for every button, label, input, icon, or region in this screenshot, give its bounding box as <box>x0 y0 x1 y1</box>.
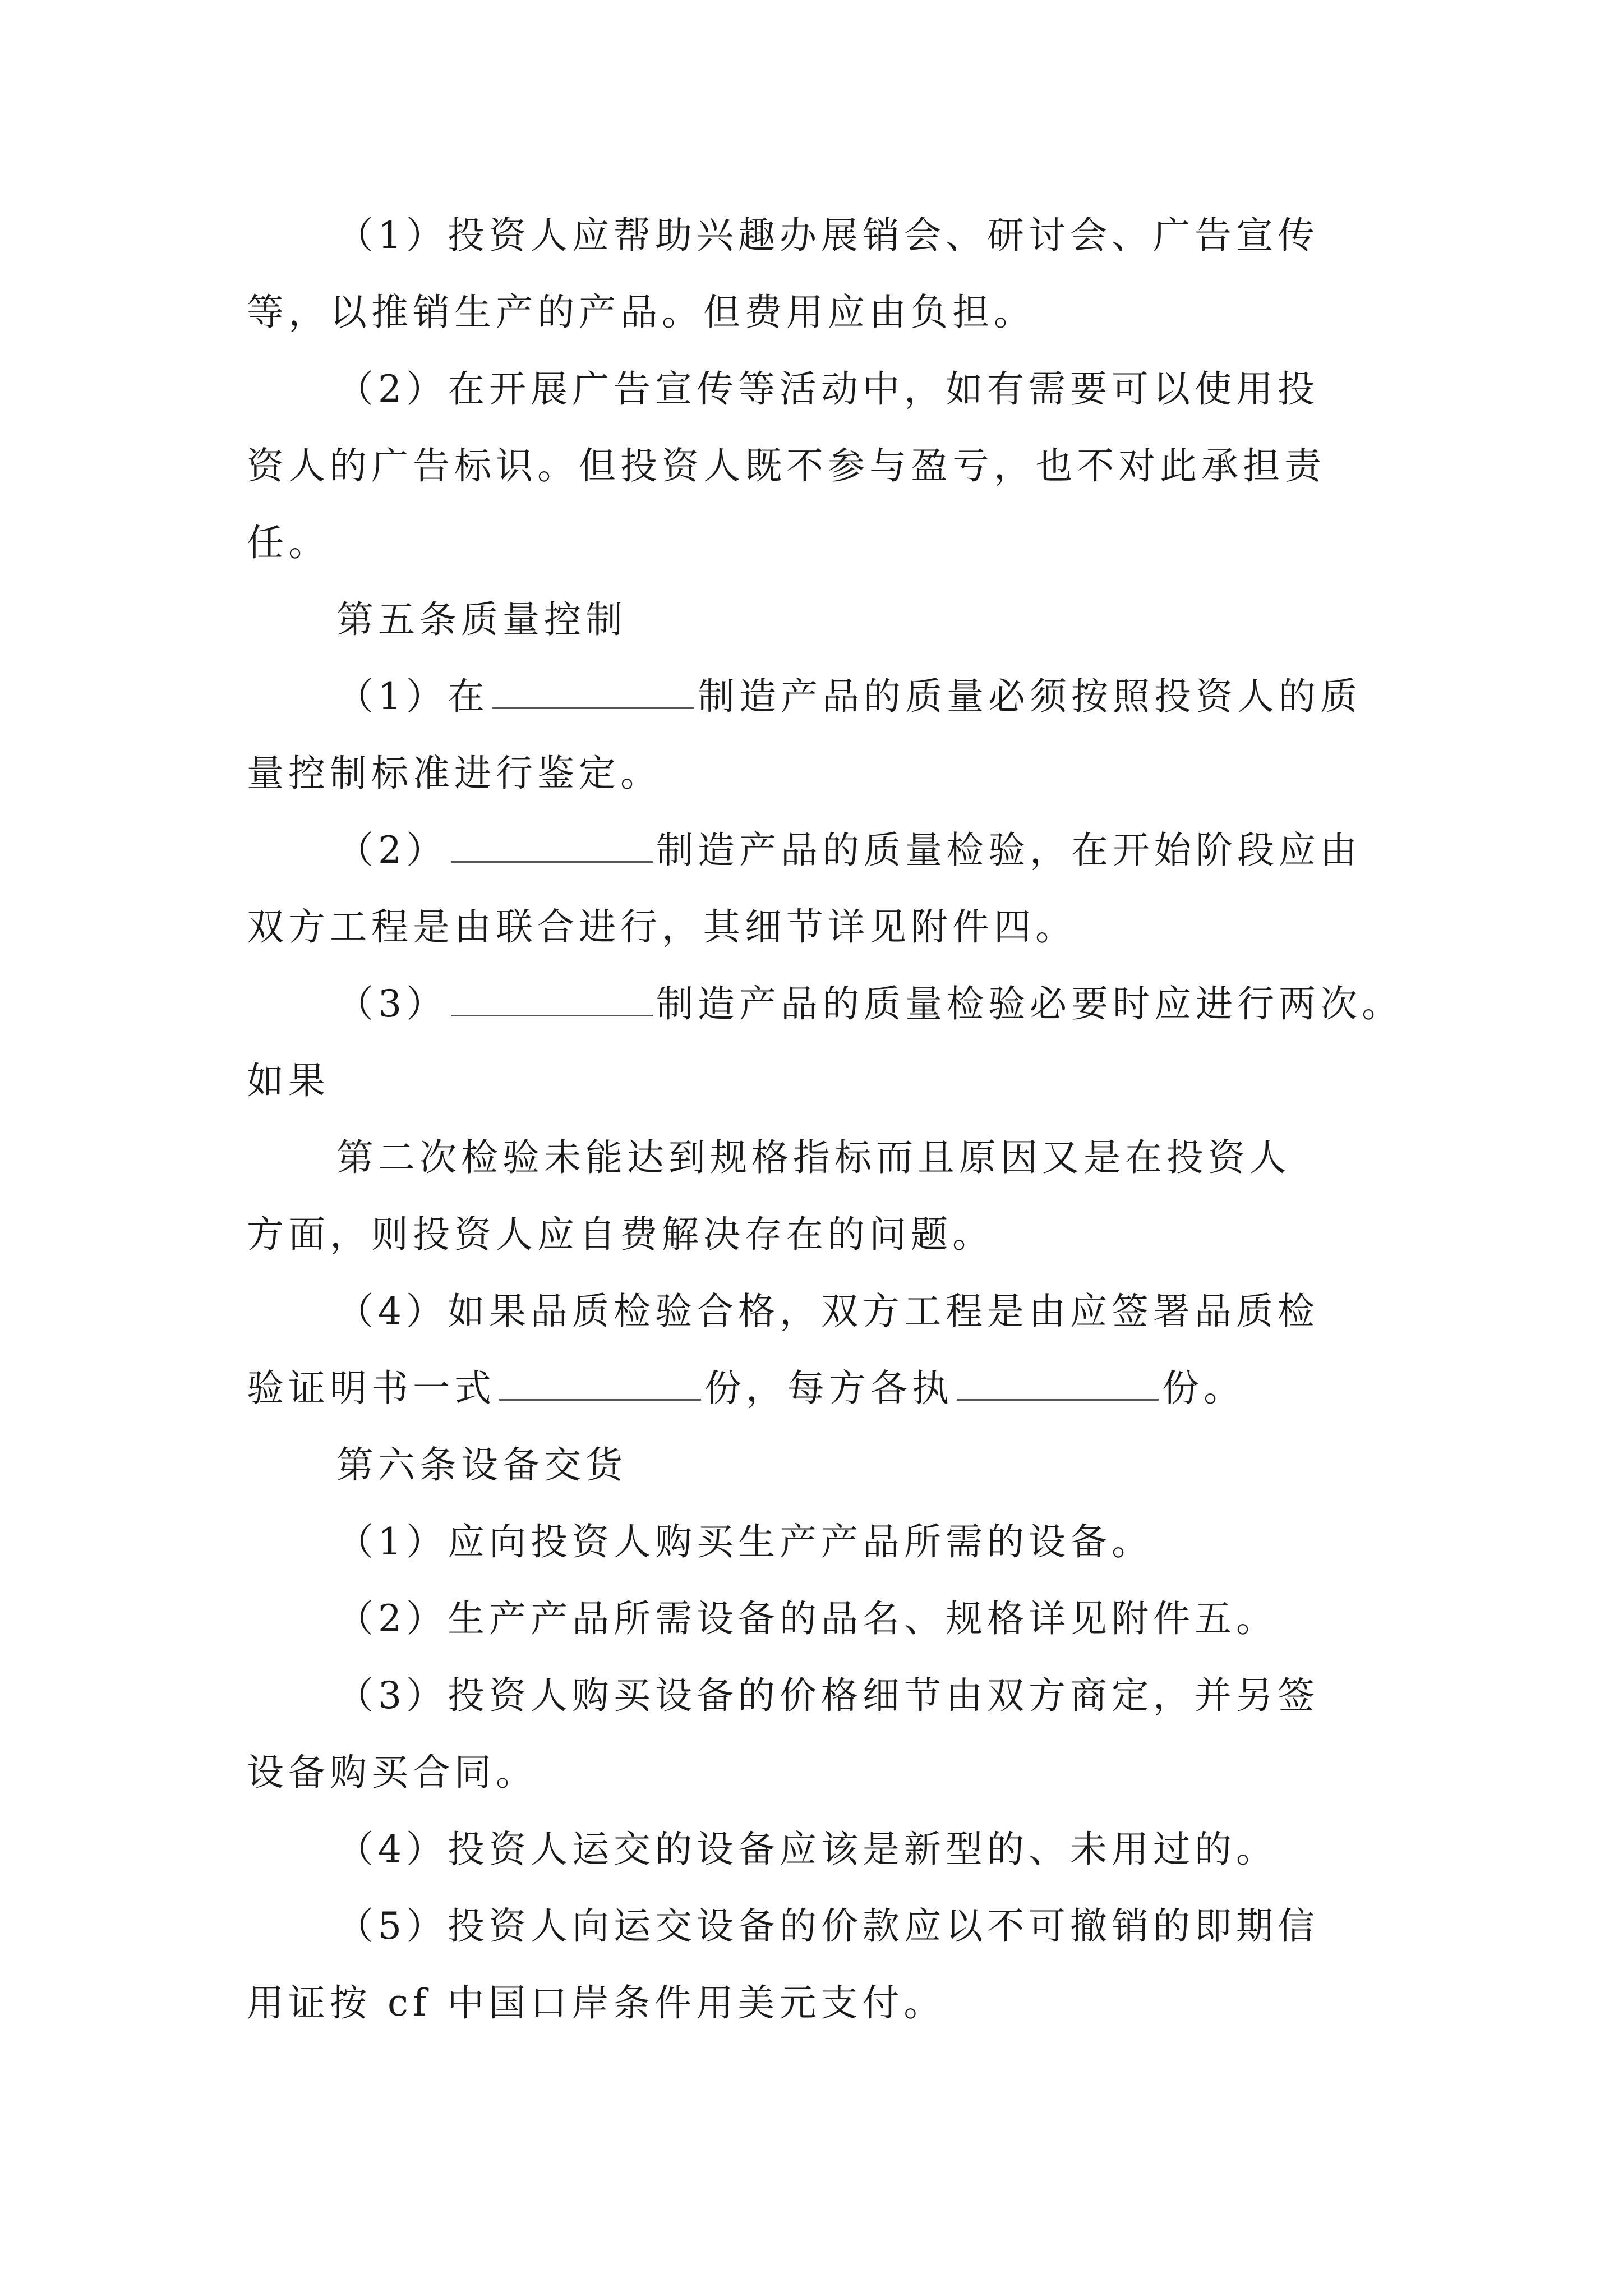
line-text: 制造产品的质量检验必要时应进行两次。 <box>656 982 1403 1025</box>
section-heading <box>336 595 627 645</box>
paragraph-line <box>247 748 662 799</box>
heading-text: 第六条设备交货 <box>336 1443 627 1487</box>
paragraph-line <box>247 902 1077 953</box>
line-text: 制造产品的质量必须按照投资人的质 <box>698 675 1362 718</box>
paragraph-line <box>247 1978 945 2028</box>
line-text: 等，以推销生产的产品。但费用应由负担。 <box>247 291 1035 334</box>
paragraph-line <box>336 364 1319 415</box>
line-text: （2）生产产品所需设备的品名、规格详见附件五。 <box>336 1597 1278 1640</box>
line-text: 份。 <box>1162 1366 1245 1410</box>
paragraph-line <box>336 1517 1153 1567</box>
paragraph-line <box>336 1286 1319 1337</box>
line-text: （2）在开展广告宣传等活动中，如有需要可以使用投 <box>336 367 1319 411</box>
paragraph-line <box>247 441 1326 491</box>
line-text: （4）投资人运交的设备应该是新型的、未用过的。 <box>336 1828 1278 1871</box>
section-heading <box>336 1440 627 1490</box>
line-text: （3）投资人购买设备的价格细节由双方商定，并另签 <box>336 1674 1319 1717</box>
paragraph-line <box>247 518 330 568</box>
heading-text: 第五条质量控制 <box>336 598 627 641</box>
line-text: 制造产品的质量检验，在开始阶段应由 <box>656 829 1362 872</box>
paragraph-line <box>336 1671 1319 1721</box>
fill-in-blank <box>957 1365 1159 1401</box>
fill-in-blank <box>451 981 653 1016</box>
paragraph-line <box>336 671 1362 722</box>
line-text: 双方工程是由联合进行，其细节详见附件四。 <box>247 905 1077 949</box>
paragraph-line <box>336 1133 1291 1183</box>
line-text: 第二次检验未能达到规格指标而且原因又是在投资人 <box>336 1136 1291 1179</box>
line-text: 量控制标准进行鉴定。 <box>247 752 662 795</box>
line-text: （5）投资人向运交设备的价款应以不可撤销的即期信 <box>336 1904 1319 1948</box>
line-text: 设备购买合同。 <box>247 1751 537 1794</box>
line-text: （3） <box>336 982 448 1025</box>
line-text: （1）投资人应帮助兴趣办展销会、研讨会、广告宣传 <box>336 214 1319 257</box>
line-text: （1）应向投资人购买生产产品所需的设备。 <box>336 1520 1153 1563</box>
fill-in-blank <box>499 1365 701 1401</box>
paragraph-line <box>336 825 1362 876</box>
line-text: 任。 <box>247 521 330 564</box>
line-text: （1）在 <box>336 675 489 718</box>
line-text: 方面，则投资人应自费解决存在的问题。 <box>247 1213 994 1256</box>
paragraph-line <box>336 1901 1319 1952</box>
paragraph-line <box>247 1747 537 1798</box>
line-text: （4）如果品质检验合格，双方工程是由应签署品质检 <box>336 1290 1319 1333</box>
paragraph-line <box>247 1056 330 1106</box>
line-text: 验证明书一式 <box>247 1366 496 1410</box>
line-text: （2） <box>336 829 448 872</box>
fill-in-blank <box>492 674 694 709</box>
line-text: 如果 <box>247 1059 330 1102</box>
paragraph-line <box>336 1594 1278 1644</box>
line-text: 份，每方各执 <box>704 1366 953 1410</box>
paragraph-line <box>247 1363 1245 1414</box>
fill-in-blank <box>451 827 653 863</box>
line-text: 用证按 cf 中国口岸条件用美元支付。 <box>247 1981 946 2024</box>
paragraph-line <box>336 210 1319 261</box>
paragraph-line <box>247 1209 994 1260</box>
line-text: 资人的广告标识。但投资人既不参与盈亏，也不对此承担责 <box>247 444 1326 487</box>
paragraph-line <box>336 1824 1278 1875</box>
paragraph-line <box>336 979 1403 1029</box>
paragraph-line <box>247 287 1035 338</box>
